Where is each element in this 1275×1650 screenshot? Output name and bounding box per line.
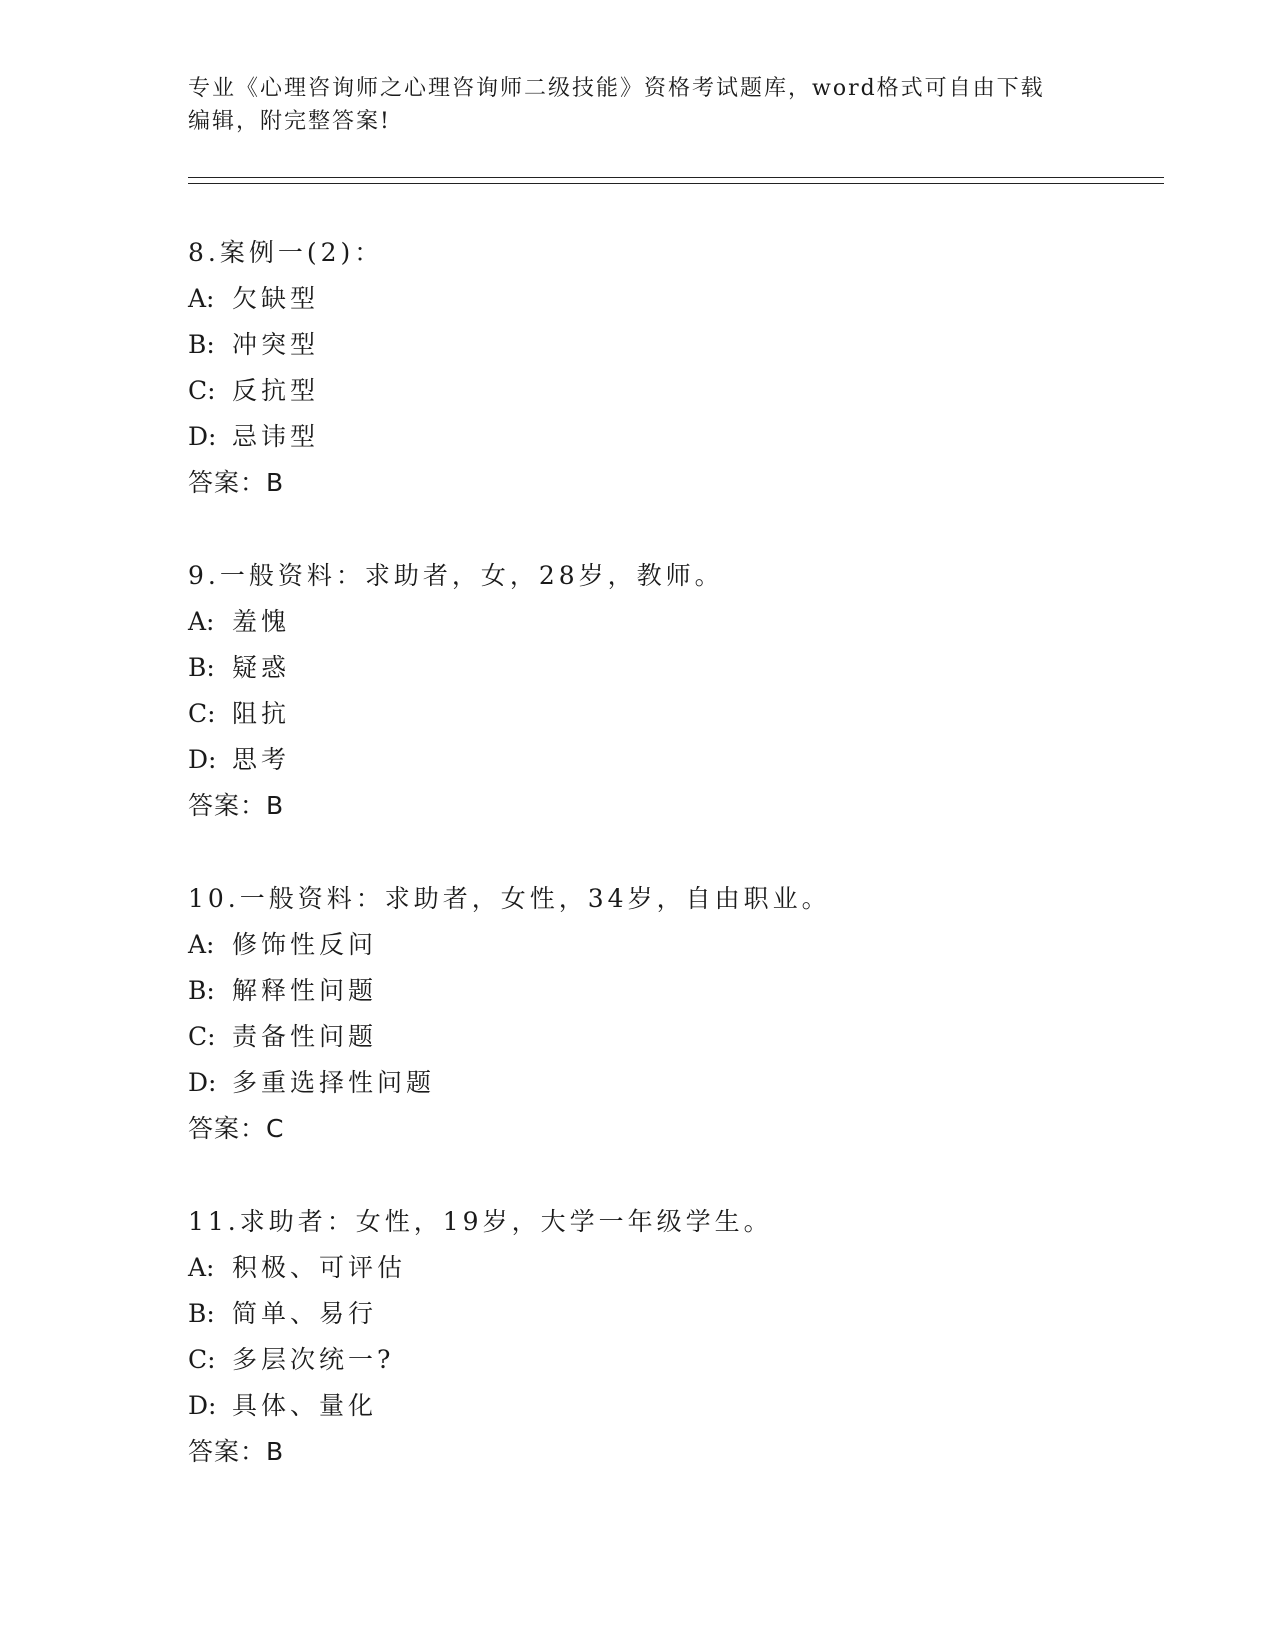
- option-text: 疑惑: [232, 653, 291, 682]
- header-divider-bottom: [188, 183, 1164, 184]
- option-c: [188, 1014, 1168, 1060]
- option-letter: A:: [188, 607, 215, 636]
- answer-line: 答案：B: [188, 468, 285, 497]
- option-text: 解释性问题: [232, 976, 378, 1005]
- option-a: [188, 276, 1168, 322]
- answer-line: 答案：C: [188, 1114, 285, 1143]
- document-header: [188, 72, 1088, 138]
- option-letter: C:: [188, 699, 216, 728]
- option-b: [188, 645, 1168, 691]
- question-block: [188, 553, 1168, 829]
- option-text: 多层次统一?: [232, 1345, 395, 1374]
- question-stem: 9.一般资料：求助者，女，28岁，教师。: [188, 561, 724, 590]
- question-stem: 10.一般资料：求助者，女性，34岁，自由职业。: [188, 884, 831, 913]
- option-letter: D:: [188, 422, 217, 451]
- option-b: [188, 968, 1168, 1014]
- option-text: 欠缺型: [232, 284, 320, 313]
- option-letter: B:: [188, 653, 215, 682]
- option-d: [188, 1383, 1168, 1429]
- option-letter: D:: [188, 1068, 217, 1097]
- option-text: 具体、量化: [232, 1391, 378, 1420]
- option-text: 反抗型: [232, 376, 320, 405]
- option-letter: A:: [188, 1253, 215, 1282]
- question-block: [188, 876, 1168, 1152]
- option-text: 修饰性反问: [232, 930, 378, 959]
- option-letter: C:: [188, 1345, 216, 1374]
- option-text: 多重选择性问题: [232, 1068, 436, 1097]
- option-letter: B:: [188, 976, 215, 1005]
- option-text: 思考: [232, 745, 291, 774]
- option-d: [188, 414, 1168, 460]
- option-a: [188, 922, 1168, 968]
- option-letter: B:: [188, 330, 215, 359]
- option-letter: D:: [188, 745, 217, 774]
- option-d: [188, 1060, 1168, 1106]
- header-line-1: 专业《心理咨询师之心理咨询师二级技能》资格考试题库，word格式可自由下载: [188, 76, 1045, 101]
- option-b: [188, 1291, 1168, 1337]
- option-text: 羞愧: [232, 607, 291, 636]
- option-text: 阻抗: [232, 699, 291, 728]
- question-stem: 11.求助者：女性，19岁，大学一年级学生。: [188, 1207, 773, 1236]
- option-c: [188, 1337, 1168, 1383]
- option-text: 责备性问题: [232, 1022, 378, 1051]
- option-letter: C:: [188, 1022, 216, 1051]
- header-divider-top: [188, 177, 1164, 178]
- option-c: [188, 368, 1168, 414]
- question-block: [188, 230, 1168, 506]
- answer-line: 答案：B: [188, 1437, 285, 1466]
- option-letter: D:: [188, 1391, 217, 1420]
- option-d: [188, 737, 1168, 783]
- option-text: 忌讳型: [232, 422, 320, 451]
- header-line-2: 编辑，附完整答案!: [188, 109, 391, 134]
- option-letter: A:: [188, 284, 215, 313]
- option-letter: B:: [188, 1299, 215, 1328]
- option-letter: A:: [188, 930, 215, 959]
- option-b: [188, 322, 1168, 368]
- option-text: 简单、易行: [232, 1299, 378, 1328]
- question-stem: 8.案例一(2)：: [188, 238, 384, 267]
- option-c: [188, 691, 1168, 737]
- option-a: [188, 1245, 1168, 1291]
- option-text: 冲突型: [232, 330, 320, 359]
- option-a: [188, 599, 1168, 645]
- option-letter: C:: [188, 376, 216, 405]
- question-block: [188, 1199, 1168, 1475]
- answer-line: 答案：B: [188, 791, 285, 820]
- option-text: 积极、可评估: [232, 1253, 407, 1282]
